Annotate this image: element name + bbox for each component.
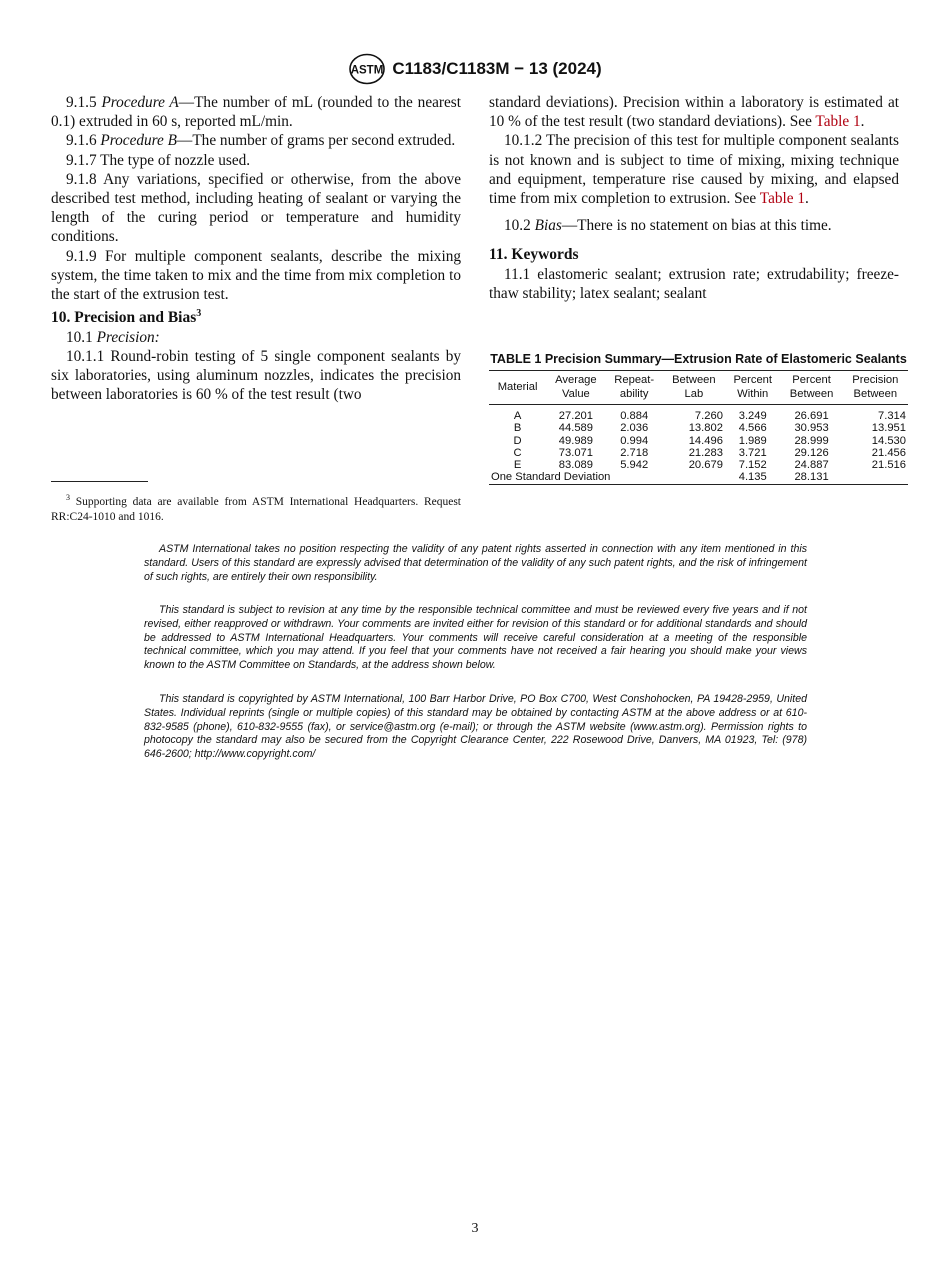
col-header-percent-between: Percent Between [789,374,834,400]
para-9-1-9: 9.1.9 For multiple component sealants, describe the mixing system, the time taken to mix and the time from mix completion to the start of the extrusion test. [51,247,461,304]
para-9-1-5: 9.1.5 Procedure A—The number of mL (rounded to the nearest 0.1) extruded in 60 s, reported mL/min. [51,94,461,131]
table-1 [489,352,908,485]
para-9-1-8: 9.1.8 Any variations, specified or otherwise, from the above described test method, including heating of sealant or varying the length of the curing period or temperature and humidity conditions. [51,170,461,246]
footnote: $^3$ Supporting data are available from ASTM International Headquarters. Request RR:C24-1010 and 1016. [51,493,461,524]
patent-notice: ASTM International takes no position respecting the validity of any patent rights asserted in connection with any item mentioned in this standard. Users of this standard are expressly advised that determination of the validity of any such patent rights, and the risk of infringement of such rights, are entirely their own responsibility. [144,543,807,583]
revision-notice: This standard is subject to revision at any time by the responsible technical committee and must be reviewed every five years and if not revised, either reapproved or withdrawn. Your comments are invited either for revision of this standard or for additional standards and should be addressed to ASTM International Headquarters. Your comments will receive careful consideration at a meeting of the responsible technical committee, which you may attend. If you feel that your comments have not received a fair hearing you should make your views known to the ASTM Committee on Standards, at the address shown below. [144,604,807,672]
para-10-2: 10.2 Bias—There is no statement on bias at this time. [504,217,832,235]
table-row: D 49.989 0.994 14.496 1.989 28.999 14.530 [513,434,906,447]
table-title: TABLE 1 Precision Summary—Extrusion Rate of Elastomeric Sealants [490,352,907,366]
left-column [51,93,461,404]
para-10-1-1-continued: standard deviations). Precision within a laboratory is estimated at 10 % of the test result (two standard deviations). See Table 1. [489,94,899,131]
footnote-divider [51,481,148,482]
para-9-1-6: 9.1.6 Procedure B—The number of grams per second extruded. [66,132,456,150]
col-header-material: Material [497,381,538,393]
col-header-precision-between: Precision Between [852,374,899,400]
page-header [0,52,950,86]
logo-text: ASTM [351,64,384,77]
col-header-between-lab: Between Lab [672,374,716,400]
astm-logo-icon [348,53,386,85]
para-10-1: 10.1 Precision: [66,328,160,346]
table-row: C 73.071 2.718 21.283 3.721 29.126 21.456 [513,446,906,459]
para-11-1: 11.1 elastomeric sealant; extrusion rate; extrudability; freeze-thaw stability; latex sealant; sealant [489,265,899,302]
para-10-1-2: 10.1.2 The precision of this test for multiple component sealants is not known and is subject to time of mixing, mixing technique and equipment, temperature rise caused by mixing, and elapsed time from mix completion to extrusion. See Table 1. [489,132,899,208]
page-number: 3 [471,1221,479,1236]
section-11-heading: 11. Keywords [489,246,579,264]
right-column [489,93,899,303]
para-10-1-1: 10.1.1 Round-robin testing of 5 single component sealants by six laboratories, using aluminum nozzles, indicates the precision between laboratories is 60 % of the test result (two [51,347,461,404]
precision-table [489,370,908,485]
para-9-1-7: 9.1.7 The type of nozzle used. [66,151,251,169]
section-10-heading: 10. Precision and Bias$^3$ [51,308,202,327]
table-1-link[interactable]: Table 1 [815,113,861,131]
table-row-standard-deviation: One Standard Deviation 4.135 28.131 [489,471,908,484]
standard-designation: C1183/C1183M − 13 (2024) [392,59,602,78]
col-header-average-value: Average Value [555,374,597,400]
table-header-row [489,371,908,405]
table-row: B 44.589 2.036 13.802 4.566 30.953 13.951 [513,422,906,435]
table-row: E 83.089 5.942 20.679 7.152 24.887 21.516 [513,459,906,472]
table-1-link[interactable]: Table 1 [759,190,806,208]
col-header-repeatability: Repeat- ability [614,374,655,400]
copyright-notice: This standard is copyrighted by ASTM International, 100 Barr Harbor Drive, PO Box C700, West Conshohocken, PA 19428-2959, United States. Individual reprints (single or multiple copies) of this standard may be obtained by contacting ASTM at the above address or at 610-832-9585 (phone), 610-832-9555 (fax), or service@astm.org (e-mail); or through the ASTM website (www.astm.org). Permission rights to photocopy the standard may also be secured from the Copyright Clearance Center, 222 Rosewood Drive, Danvers, MA 01923, Tel: (978) 646-2600; http://www.copyright.com/ [144,693,807,761]
col-header-percent-within: Percent Within [733,374,772,400]
table-row: A 27.201 0.884 7.260 3.249 26.691 7.314 [513,410,906,422]
